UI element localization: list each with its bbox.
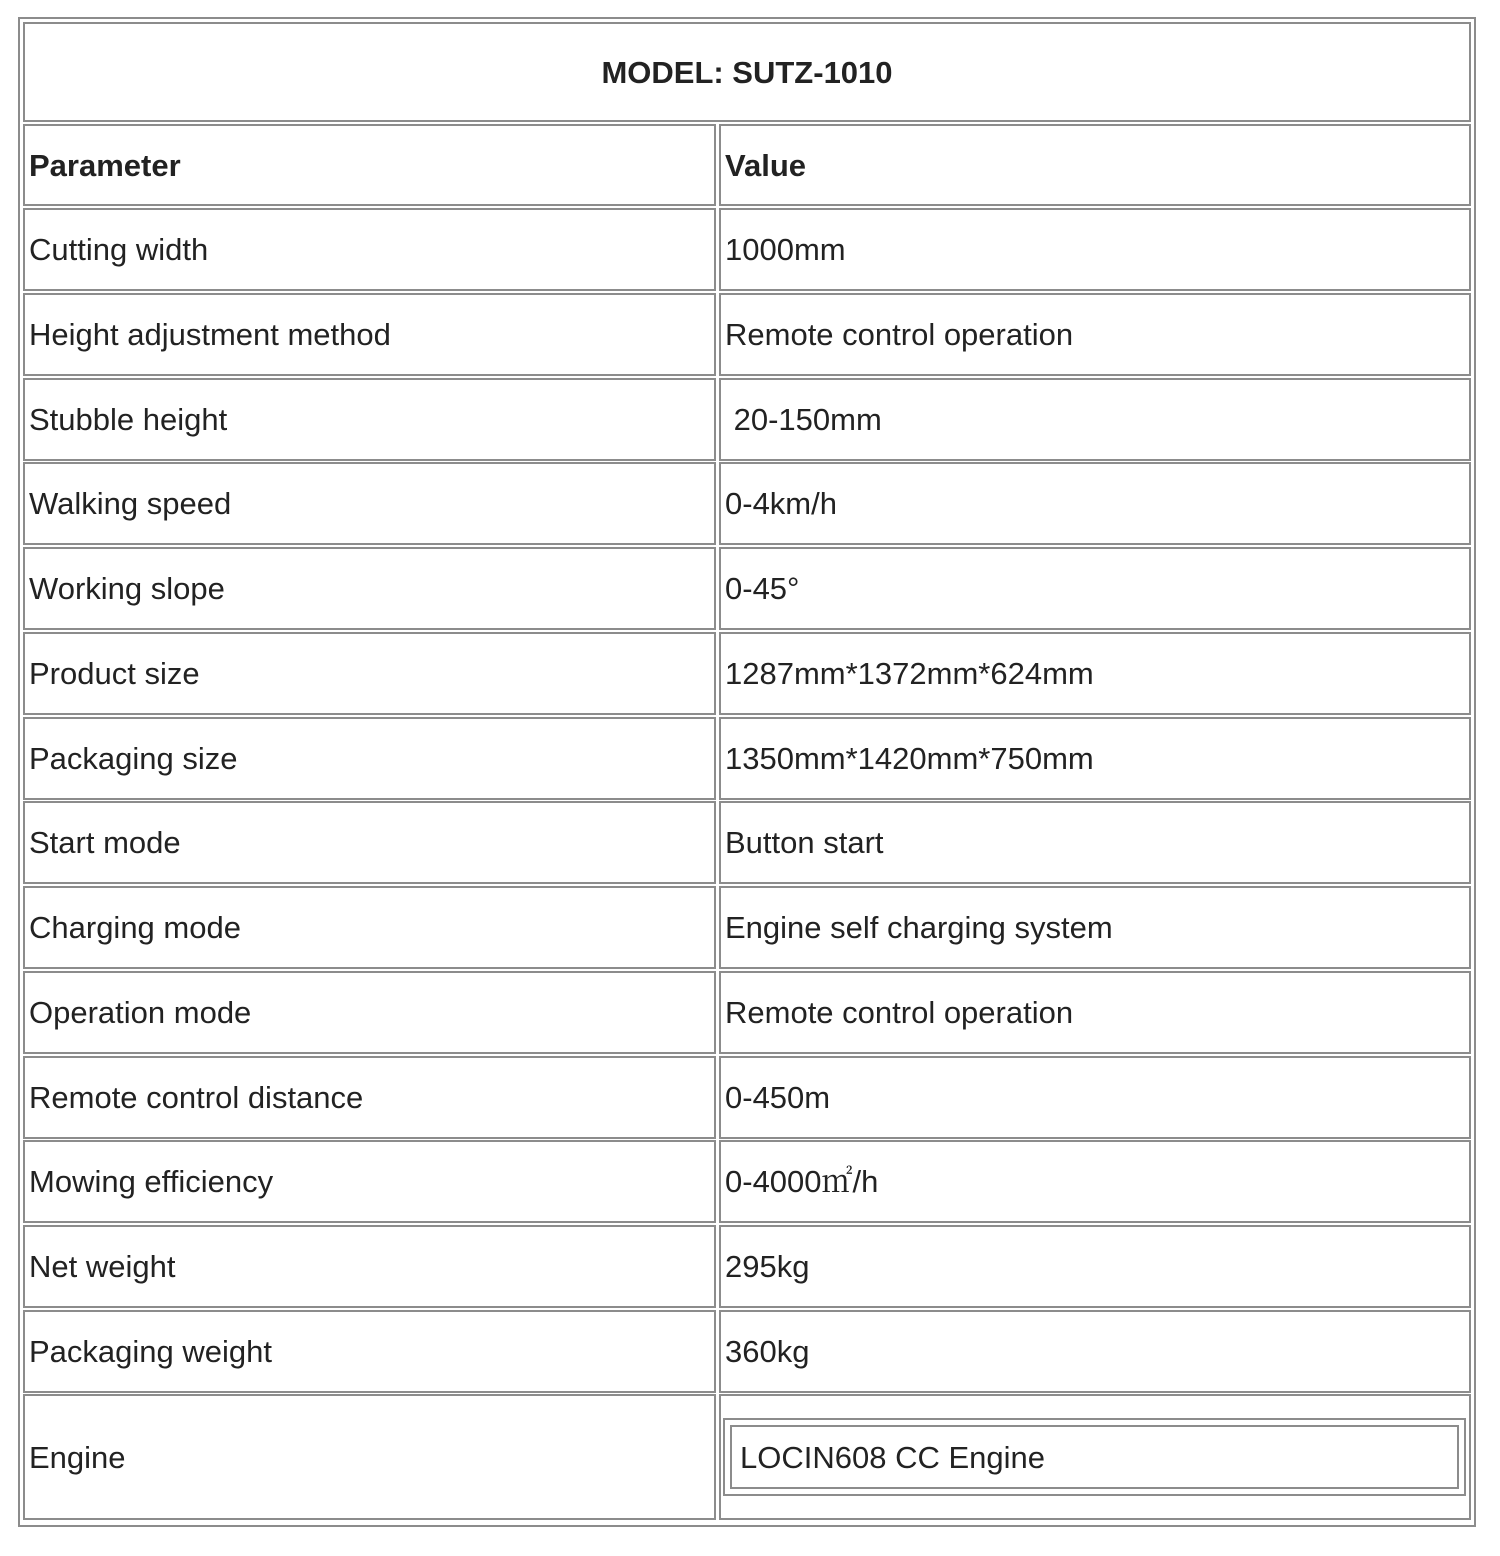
value-cell: 0-4km/h xyxy=(719,462,1471,545)
engine-value: LOCIN608 CC Engine xyxy=(730,1425,1459,1489)
parameter-cell: Charging mode xyxy=(23,886,716,969)
parameter-cell: Walking speed xyxy=(23,462,716,545)
parameter-cell: Mowing efficiency xyxy=(23,1140,716,1223)
value-cell: 0-4000㎡/h xyxy=(719,1140,1471,1223)
parameter-cell: Remote control distance xyxy=(23,1056,716,1139)
header-parameter: Parameter xyxy=(23,124,716,206)
engine-nested-table xyxy=(723,1418,1466,1496)
parameter-cell: Stubble height xyxy=(23,378,716,461)
value-cell: 360kg xyxy=(719,1310,1471,1393)
parameter-cell: Packaging size xyxy=(23,717,716,800)
parameter-cell: Net weight xyxy=(23,1225,716,1308)
parameter-cell: Working slope xyxy=(23,547,716,630)
value-cell: 1000mm xyxy=(719,208,1471,291)
value-cell: Remote control operation xyxy=(719,971,1471,1054)
parameter-cell: Product size xyxy=(23,632,716,715)
header-value: Value xyxy=(719,124,1471,206)
value-cell: 0-450m xyxy=(719,1056,1471,1139)
table-title: MODEL: SUTZ-1010 xyxy=(23,22,1471,122)
value-cell: Button start xyxy=(719,801,1471,884)
parameter-cell: Operation mode xyxy=(23,971,716,1054)
parameter-cell: Height adjustment method xyxy=(23,293,716,376)
value-cell: Engine self charging system xyxy=(719,886,1471,969)
engine-parameter-cell: Engine xyxy=(23,1394,716,1520)
parameter-cell: Cutting width xyxy=(23,208,716,291)
value-cell: Remote control operation xyxy=(719,293,1471,376)
parameter-cell: Packaging weight xyxy=(23,1310,716,1393)
value-cell: 1287mm*1372mm*624mm xyxy=(719,632,1471,715)
parameter-cell: Start mode xyxy=(23,801,716,884)
value-cell: 20-150mm xyxy=(719,378,1471,461)
value-cell: 295kg xyxy=(719,1225,1471,1308)
value-cell: 0-45° xyxy=(719,547,1471,630)
value-cell: 1350mm*1420mm*750mm xyxy=(719,717,1471,800)
